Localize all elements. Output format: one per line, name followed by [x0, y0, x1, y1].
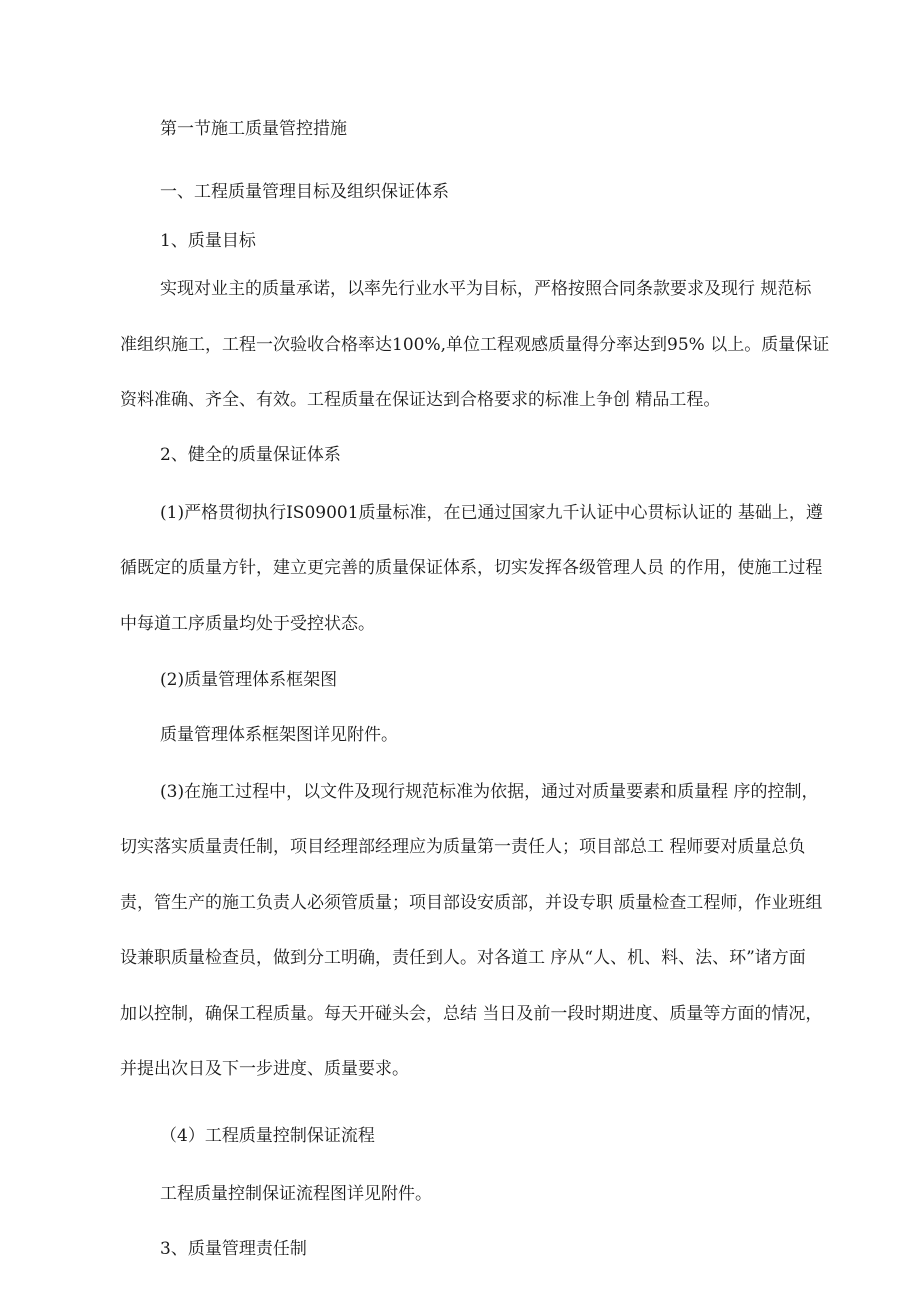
paragraph-responsibility-line: 设兼职质量检查员，做到分工明确，责任到人。对各道工 序从“人、机、料、法、环”诸方面 [120, 948, 806, 968]
subheading-quality-assurance-system: 2、健全的质量保证体系 [160, 445, 341, 465]
subheading-quality-goal: 1、质量目标 [160, 231, 256, 251]
paragraph-responsibility-line: 加以控制，确保工程质量。每天开碰头会，总结 当日及前一段时期进度、质量等方面的情况， [120, 1004, 823, 1024]
paragraph-quality-goal-line: 实现对业主的质量承诺，以率先行业水平为目标，严格按照合同条款要求及现行 规范标 [160, 279, 812, 299]
paragraph-iso9001-line: 循既定的质量方针，建立更完善的质量保证体系，切实发挥各级管理人员 的作用，使施工过程 [120, 558, 823, 578]
paragraph-iso9001-line: 中每道工序质量均处于受控状态。 [120, 614, 375, 634]
item-framework-text: 质量管理体系框架图详见附件。 [160, 725, 398, 745]
paragraph-responsibility-line: (3)在施工过程中，以文件及现行规范标准为依据，通过对质量要素和质量程 序的控制， [160, 782, 819, 802]
item-control-process-text: 工程质量控制保证流程图详见附件。 [160, 1184, 432, 1204]
subheading-responsibility-system: 3、质量管理责任制 [160, 1239, 307, 1259]
section-title: 第一节施工质量管控措施 [160, 119, 347, 139]
paragraph-iso9001-line: (1)严格贯彻执行IS09001质量标准，在已通过国家九千认证中心贯标认证的 基础上，遵 [160, 503, 823, 523]
paragraph-responsibility-line: 责，管生产的施工负责人必须管质量；项目部设安质部，并设专职 质量检查工程师，作业班组 [120, 893, 823, 913]
item-control-process-title: （4）工程质量控制保证流程 [160, 1126, 375, 1146]
heading-quality-goals-and-system: 一、工程质量管理目标及组织保证体系 [160, 182, 449, 202]
item-framework-title: (2)质量管理体系框架图 [160, 670, 338, 690]
paragraph-quality-goal-line: 准组织施工，工程一次验收合格率达100%,单位工程观感质量得分率达到95% 以上。质量保证 [120, 335, 830, 355]
paragraph-responsibility-line: 切实落实质量责任制，项目经理部经理应为质量第一责任人；项目部总工 程师要对质量总负 [120, 837, 806, 857]
paragraph-quality-goal-line: 资料准确、齐全、有效。工程质量在保证达到合格要求的标准上争创 精品工程。 [120, 390, 721, 410]
paragraph-responsibility-line: 并提出次日及下一步进度、质量要求。 [120, 1059, 409, 1079]
